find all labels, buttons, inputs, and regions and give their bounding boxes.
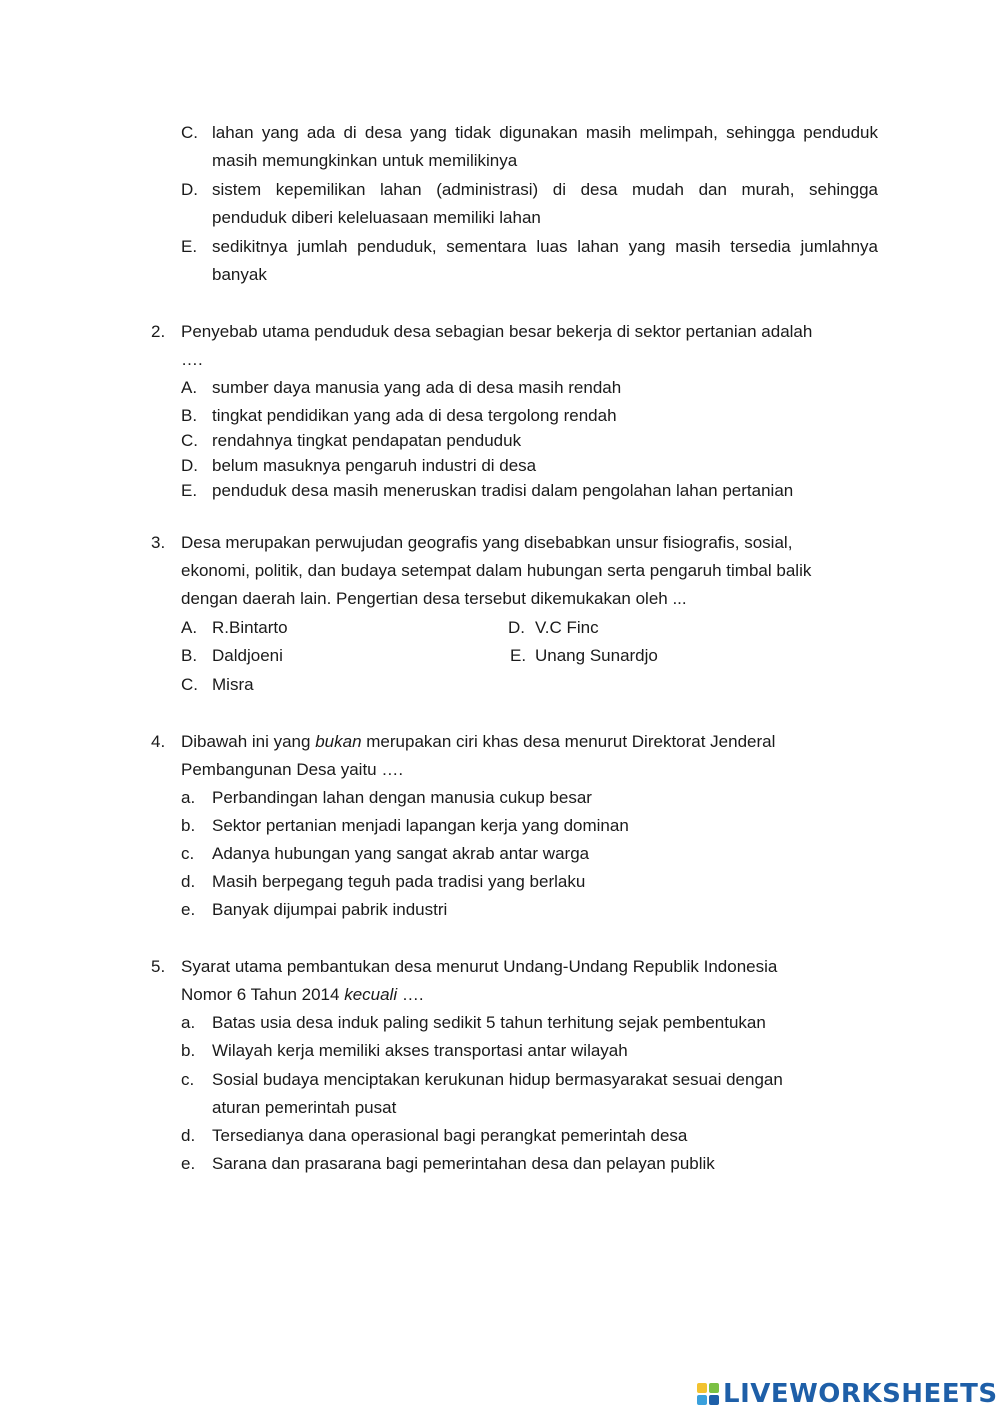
- option-text: Wilayah kerja memiliki akses transportasi antar wilayah: [212, 1041, 628, 1060]
- option-text: rendahnya tingkat pendapatan penduduk: [212, 431, 522, 450]
- question-number: 4.: [151, 732, 166, 751]
- option-text: V.C Finc: [535, 618, 599, 637]
- option-text: R.Bintarto: [212, 618, 288, 637]
- question-text: Dibawah ini yang bukan merupakan ciri khas desa menurut Direktorat Jenderal: [181, 732, 776, 751]
- option-text: Unang Sunardjo: [535, 646, 658, 665]
- option-text: Tersedianya dana operasional bagi perangkat pemerintah desa: [212, 1126, 688, 1145]
- option-label: e.: [181, 900, 196, 919]
- question-number: 2.: [151, 322, 166, 341]
- option-label: E.: [510, 646, 527, 665]
- logo-square: [709, 1383, 719, 1393]
- option-text: sumber daya manusia yang ada di desa masih rendah: [212, 378, 622, 397]
- option-text: masih memungkinkan untuk memilikinya: [212, 151, 518, 170]
- option-label: E.: [181, 237, 198, 256]
- option-text: Sosial budaya menciptakan kerukunan hidup bermasyarakat sesuai dengan: [212, 1070, 783, 1089]
- option-text: Banyak dijumpai pabrik industri: [212, 900, 448, 919]
- option-text: banyak: [212, 265, 267, 284]
- option-label: e.: [181, 1154, 196, 1173]
- option-text: Masih berpegang teguh pada tradisi yang berlaku: [212, 872, 586, 891]
- question-number: 3.: [151, 533, 166, 552]
- option-text: tingkat pendidikan yang ada di desa tergolong rendah: [212, 406, 617, 425]
- option-label: B.: [181, 406, 198, 425]
- option-text: Misra: [212, 675, 254, 694]
- question-text: Penyebab utama penduduk desa sebagian besar bekerja di sektor pertanian adalah: [181, 322, 813, 341]
- question-number: 5.: [151, 957, 166, 976]
- option-label: d.: [181, 1126, 196, 1145]
- option-text: Sarana dan prasarana bagi pemerintahan desa dan pelayan publik: [212, 1154, 715, 1173]
- option-label: b.: [181, 1041, 196, 1060]
- option-label: a.: [181, 788, 196, 807]
- question-text: Syarat utama pembantukan desa menurut Undang-Undang Republik Indonesia: [181, 957, 778, 976]
- option-label: c.: [181, 844, 195, 863]
- logo-square: [697, 1395, 707, 1405]
- option-text: lahan yang ada di desa yang tidak digunakan masih melimpah, sehingga penduduk: [212, 123, 878, 142]
- option-text: Batas usia desa induk paling sedikit 5 tahun terhitung sejak pembentukan: [212, 1013, 766, 1032]
- option-label: B.: [181, 646, 198, 665]
- option-label: a.: [181, 1013, 196, 1032]
- option-label: D.: [508, 618, 525, 637]
- logo-text: LIVEWORKSHEETS: [723, 1379, 998, 1409]
- option-label: A.: [181, 618, 198, 637]
- logo-square: [697, 1383, 707, 1393]
- question-text: Pembangunan Desa yaitu ….: [181, 760, 404, 779]
- option-text: Daldjoeni: [212, 646, 283, 665]
- option-text: penduduk diberi keleluasaan memiliki lahan: [212, 208, 541, 227]
- emphasis-kecuali: kecuali: [344, 985, 398, 1004]
- option-label: d.: [181, 872, 196, 891]
- question-text: dengan daerah lain. Pengertian desa tersebut dikemukakan oleh ...: [181, 589, 687, 608]
- option-text: Perbandingan lahan dengan manusia cukup besar: [212, 788, 592, 807]
- question-text: ….: [181, 350, 203, 369]
- option-text: sistem kepemilikan lahan (administrasi) di desa mudah dan murah, sehingga: [212, 180, 878, 199]
- option-label: C.: [181, 123, 198, 142]
- option-label: C.: [181, 431, 198, 450]
- option-label: E.: [181, 481, 198, 500]
- option-label: C.: [181, 675, 198, 694]
- liveworksheets-logo[interactable]: [697, 1378, 998, 1410]
- option-text: Adanya hubungan yang sangat akrab antar warga: [212, 844, 590, 863]
- option-text: sedikitnya jumlah penduduk, sementara luas lahan yang masih tersedia jumlahnya: [212, 237, 878, 256]
- question-text: Nomor 6 Tahun 2014 kecuali ….: [181, 985, 424, 1004]
- option-label: D.: [181, 456, 198, 475]
- option-text: aturan pemerintah pusat: [212, 1098, 397, 1117]
- option-text: Sektor pertanian menjadi lapangan kerja yang dominan: [212, 816, 629, 835]
- question-text: Desa merupakan perwujudan geografis yang disebabkan unsur fisiografis, sosial,: [181, 533, 793, 552]
- emphasis-bukan: bukan: [315, 732, 362, 751]
- option-label: A.: [181, 378, 198, 397]
- option-text: belum masuknya pengaruh industri di desa: [212, 456, 537, 475]
- logo-grid-icon: [697, 1383, 719, 1405]
- option-label: c.: [181, 1070, 195, 1089]
- option-label: D.: [181, 180, 198, 199]
- option-label: b.: [181, 816, 196, 835]
- option-text: penduduk desa masih meneruskan tradisi dalam pengolahan lahan pertanian: [212, 481, 794, 500]
- logo-square: [709, 1395, 719, 1405]
- question-text: ekonomi, politik, dan budaya setempat dalam hubungan serta pengaruh timbal balik: [181, 561, 812, 580]
